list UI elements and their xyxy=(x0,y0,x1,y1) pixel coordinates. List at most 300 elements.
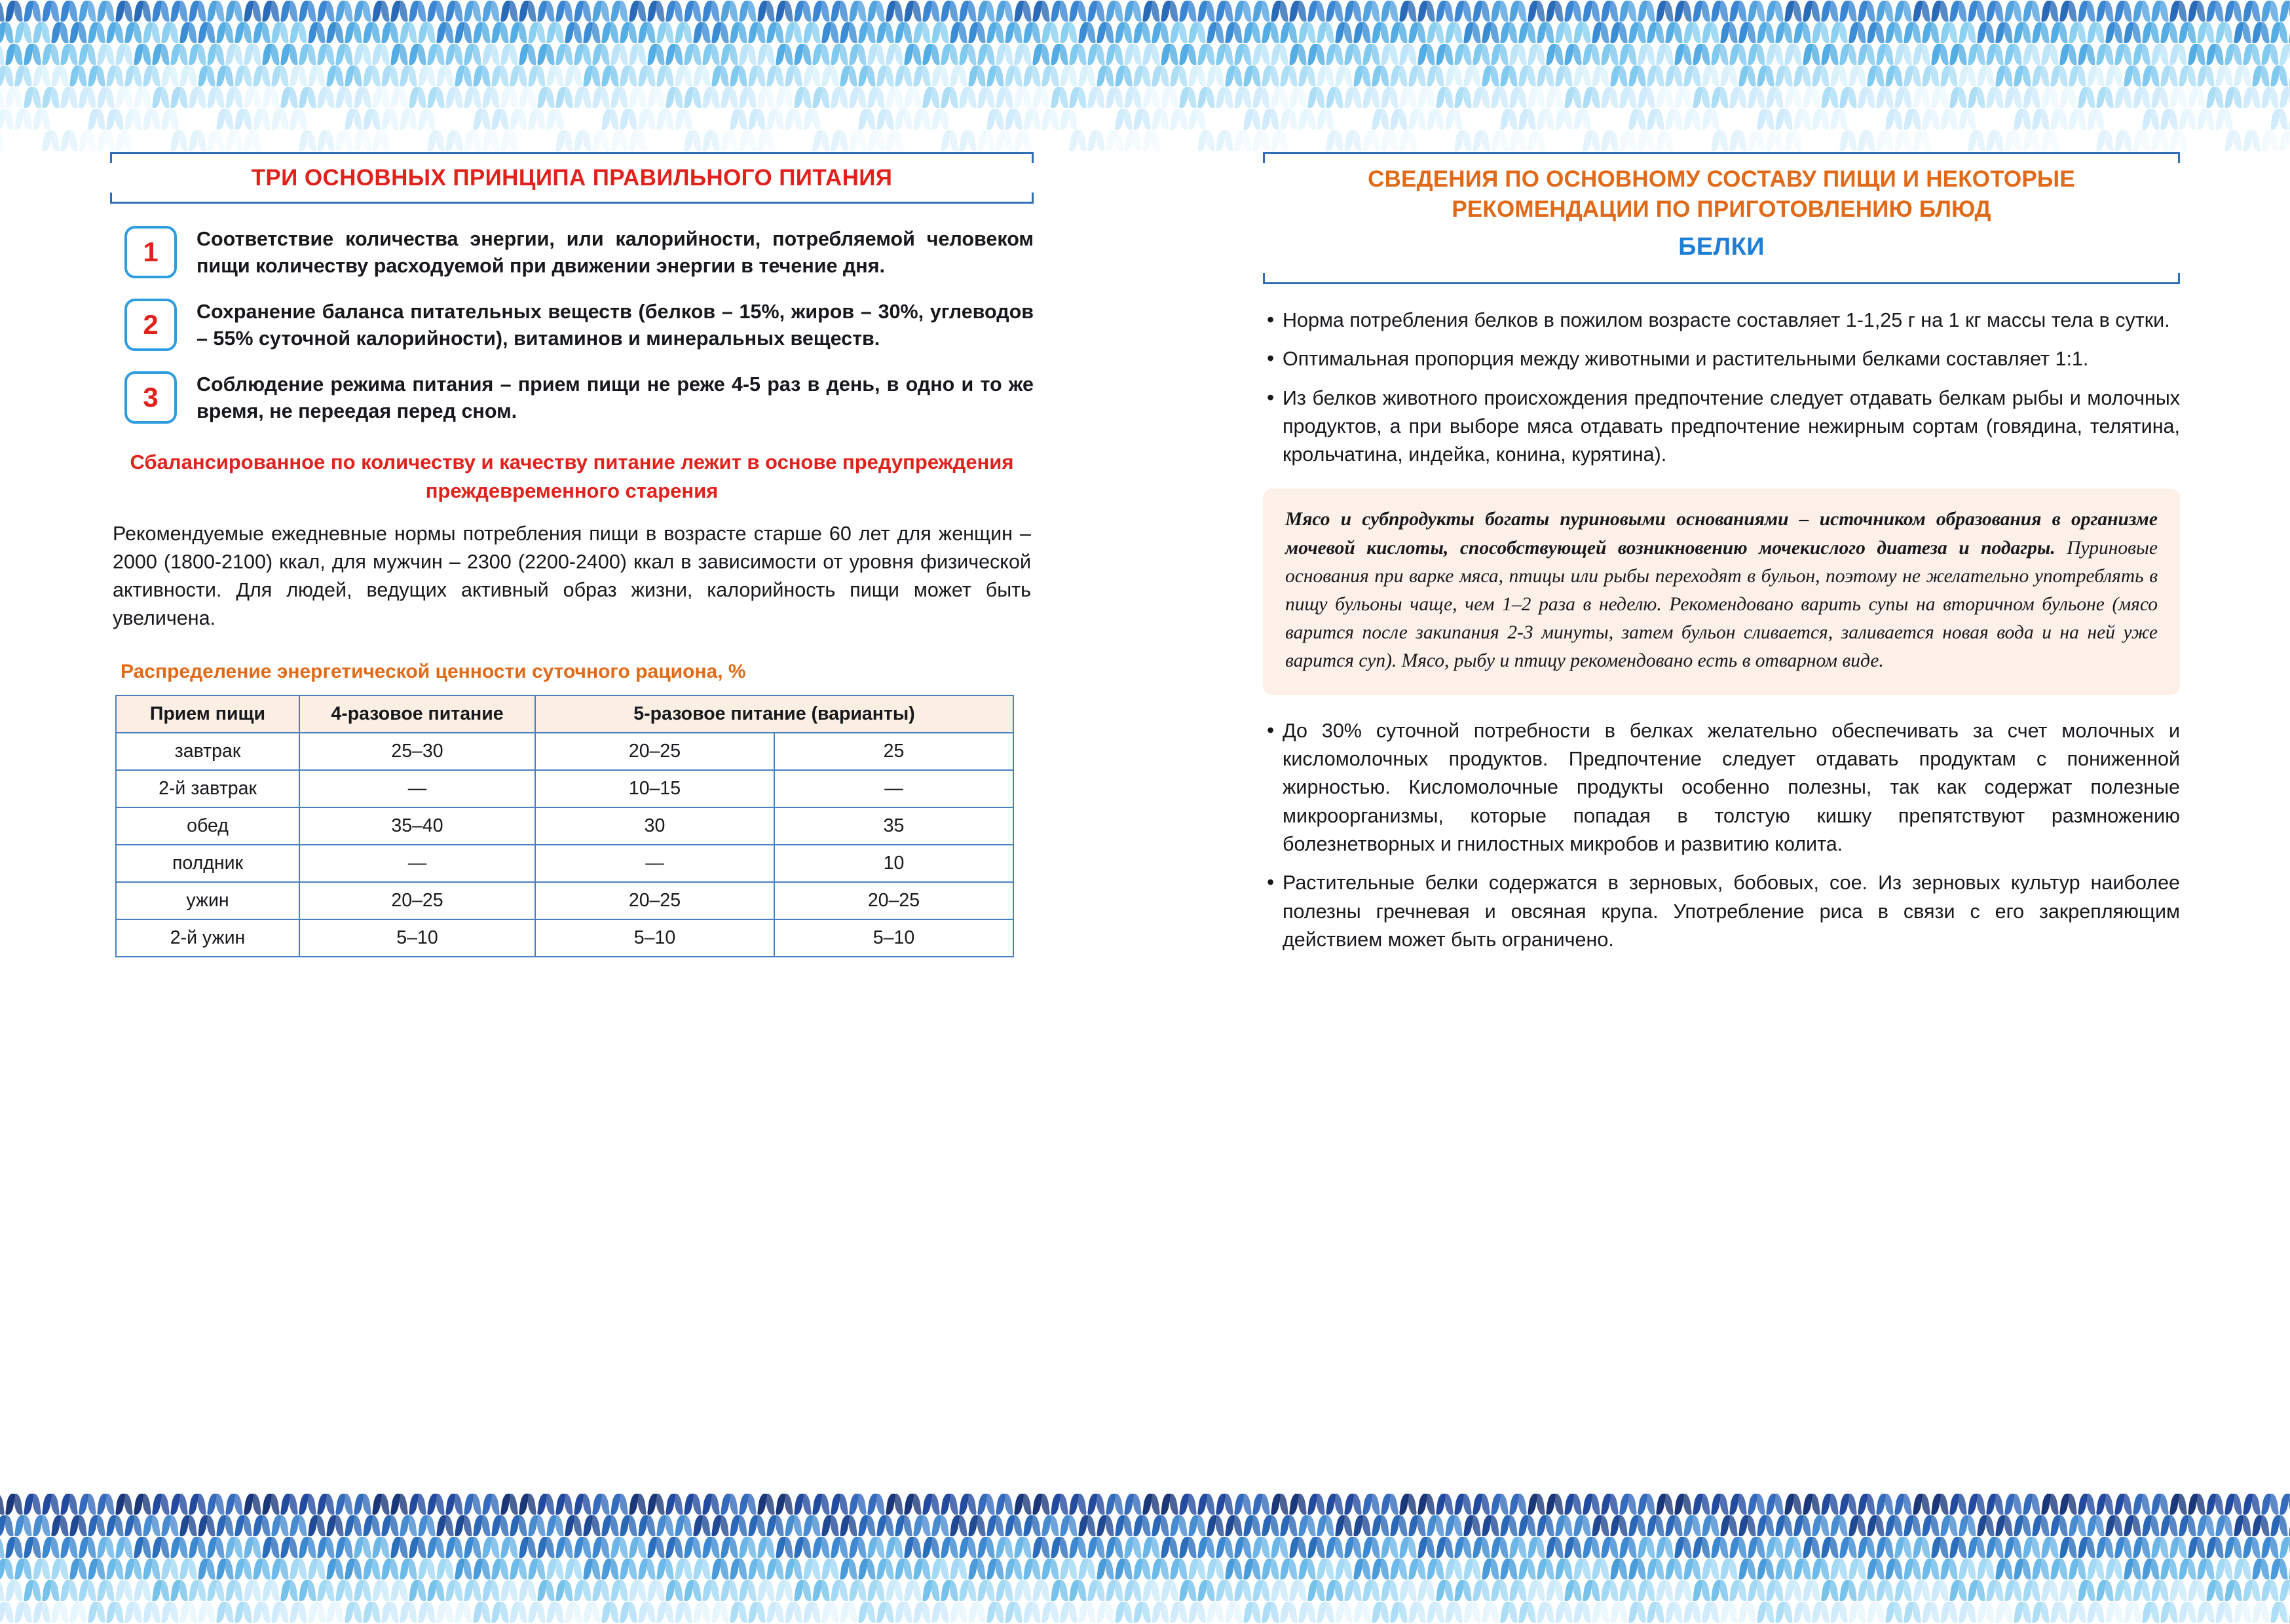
table-row xyxy=(116,770,1013,807)
decorative-knit-band-top xyxy=(0,0,2290,152)
knit-stitch xyxy=(317,1536,335,1559)
knit-stitch xyxy=(583,22,601,44)
knit-stitch xyxy=(1546,130,1564,152)
knit-stitch xyxy=(24,43,42,65)
knit-stitch xyxy=(473,1601,491,1623)
knit-stitch xyxy=(996,86,1014,109)
knit-stitch xyxy=(1408,1558,1427,1580)
knit-stitch xyxy=(1500,22,1518,44)
knit-stitch xyxy=(1619,130,1638,152)
knit-stitch xyxy=(1995,1558,2014,1580)
table-cell: 5–10 xyxy=(774,919,1013,957)
knit-stitch xyxy=(244,0,262,22)
knit-stitch xyxy=(400,1558,418,1580)
knit-stitch xyxy=(1500,65,1518,87)
knit-stitch xyxy=(601,1515,620,1537)
knit-stitch xyxy=(1904,1601,1922,1623)
knit-stitch xyxy=(1656,1536,1674,1559)
knit-stitch xyxy=(785,108,803,130)
knit-stitch xyxy=(24,86,42,109)
knit-stitch xyxy=(840,1558,858,1580)
knit-stitch xyxy=(1445,108,1463,130)
knit-stitch xyxy=(592,1579,610,1602)
knit-stitch xyxy=(280,86,299,109)
knit-stitch xyxy=(1372,65,1390,87)
knit-stitch xyxy=(317,43,335,65)
knit-stitch xyxy=(1628,1515,1647,1537)
knit-stitch xyxy=(345,65,363,87)
knit-stitch xyxy=(1087,1493,1106,1515)
knit-stitch xyxy=(1546,1536,1564,1559)
right-column xyxy=(1263,152,2180,965)
knit-stitch xyxy=(1839,86,1858,109)
knit-stitch xyxy=(1106,1536,1124,1559)
knit-stitch xyxy=(794,130,812,152)
knit-stitch xyxy=(519,86,537,109)
knit-stitch xyxy=(464,43,482,65)
knit-stitch xyxy=(2243,43,2261,65)
knit-stitch xyxy=(2133,1536,2151,1559)
knit-stitch xyxy=(170,86,189,109)
knit-stitch xyxy=(1262,22,1280,44)
knit-stitch xyxy=(24,1536,42,1559)
knit-stitch xyxy=(1720,65,1738,87)
knit-stitch xyxy=(1830,65,1849,87)
knit-stitch xyxy=(2041,1536,2059,1559)
knit-stitch xyxy=(996,130,1014,152)
knit-stitch xyxy=(60,86,79,109)
knit-stitch xyxy=(225,1579,244,1602)
knit-stitch xyxy=(390,43,409,65)
knit-stitch xyxy=(1564,1493,1583,1515)
knit-stitch xyxy=(2142,22,2160,44)
knit-stitch xyxy=(115,0,134,22)
knit-stitch xyxy=(757,86,776,109)
knit-stitch xyxy=(2032,65,2050,87)
knit-stitch xyxy=(1693,1493,1711,1515)
knit-stitch xyxy=(2261,1579,2280,1602)
knit-stitch xyxy=(794,86,812,109)
knit-stitch xyxy=(1904,108,1922,130)
knit-stitch xyxy=(1931,1493,1949,1515)
knit-stitch xyxy=(482,130,500,152)
knit-stitch xyxy=(381,108,400,130)
knit-stitch xyxy=(79,1493,97,1515)
knit-stitch xyxy=(2261,43,2280,65)
knit-stitch xyxy=(1959,1515,1977,1537)
knit-stitch xyxy=(2023,0,2041,22)
knit-stitch xyxy=(1638,43,1656,65)
knit-stitch xyxy=(776,130,794,152)
knit-stitch xyxy=(2215,22,2234,44)
knit-stitch xyxy=(739,43,757,65)
knit-stitch xyxy=(271,108,290,130)
knit-stitch xyxy=(1482,108,1500,130)
knit-stitch xyxy=(959,86,977,109)
knit-stitch xyxy=(1949,0,1968,22)
knit-stitch xyxy=(2188,43,2206,65)
knit-stitch xyxy=(1197,1493,1216,1515)
knit-stitch xyxy=(601,108,620,130)
knit-stitch xyxy=(1885,1601,1904,1623)
knit-stitch xyxy=(821,65,840,87)
knit-stitch xyxy=(1298,108,1317,130)
knit-stitch xyxy=(721,1579,739,1602)
knit-stitch xyxy=(464,0,482,22)
knit-stitch xyxy=(2179,1558,2197,1580)
knit-stitch xyxy=(1463,1601,1482,1623)
knit-stitch xyxy=(776,43,794,65)
knit-stitch xyxy=(1638,1493,1656,1515)
knit-stitch xyxy=(106,22,124,44)
knit-stitch xyxy=(1445,1601,1463,1623)
knit-stitch xyxy=(1390,108,1408,130)
table-cell: — xyxy=(774,770,1013,807)
knit-stitch xyxy=(491,1601,510,1623)
knit-stitch xyxy=(179,1601,198,1623)
knit-stitch xyxy=(858,65,876,87)
principle-item xyxy=(110,296,1034,353)
knit-stitch xyxy=(1326,43,1344,65)
knit-stitch xyxy=(335,43,354,65)
knit-stitch xyxy=(528,1558,546,1580)
knit-stitch xyxy=(812,1493,831,1515)
knit-stitch xyxy=(2096,0,2114,22)
knit-stitch xyxy=(1674,1493,1693,1515)
knit-stitch xyxy=(2206,43,2224,65)
knit-stitch xyxy=(1628,22,1647,44)
knit-stitch xyxy=(831,86,849,109)
knit-stitch xyxy=(1922,65,1940,87)
knit-stitch xyxy=(69,1515,88,1537)
knit-stitch xyxy=(1528,130,1546,152)
knit-stitch xyxy=(1601,1493,1619,1515)
knit-stitch xyxy=(51,1515,69,1537)
knit-stitch xyxy=(895,1558,913,1580)
knit-stitch xyxy=(1372,22,1390,44)
knit-stitch xyxy=(189,1579,207,1602)
knit-stitch xyxy=(2160,22,2179,44)
knit-stitch xyxy=(1161,0,1179,22)
knit-stitch xyxy=(1372,1558,1390,1580)
knit-stitch xyxy=(1317,1515,1335,1537)
knit-stitch xyxy=(1931,130,1949,152)
knit-stitch xyxy=(831,1493,849,1515)
knit-stitch xyxy=(198,22,216,44)
knit-stitch xyxy=(941,86,959,109)
knit-stitch xyxy=(1528,1536,1546,1559)
knit-stitch xyxy=(2206,0,2224,22)
knit-stitch xyxy=(1592,1558,1610,1580)
protein-bullets-bottom xyxy=(1263,717,2180,954)
knit-stitch xyxy=(785,22,803,44)
knit-stitch xyxy=(1152,108,1170,130)
knit-stitch xyxy=(996,1493,1014,1515)
knit-stitch xyxy=(262,1493,280,1515)
knit-stitch xyxy=(427,1579,445,1602)
knit-stitch xyxy=(1417,1493,1436,1515)
knit-stitch xyxy=(702,43,721,65)
knit-stitch xyxy=(308,1515,326,1537)
knit-stitch xyxy=(1904,1515,1922,1537)
knit-stitch xyxy=(1830,108,1849,130)
knit-stitch xyxy=(739,1579,757,1602)
knit-stitch xyxy=(88,22,106,44)
knit-stitch xyxy=(2069,108,2087,130)
knit-stitch xyxy=(1207,1515,1225,1537)
knit-stitch xyxy=(1225,22,1243,44)
knit-stitch xyxy=(1940,22,1959,44)
knit-stitch xyxy=(1032,130,1051,152)
knit-row xyxy=(0,1536,2290,1559)
knit-stitch xyxy=(2243,1579,2261,1602)
knit-stitch xyxy=(1427,1515,1445,1537)
knit-stitch xyxy=(959,1493,977,1515)
list-item: • Норма потребления белков в пожилом возрасте составляет 1-1,25 г на 1 кг массы тела в сутки. xyxy=(1263,306,2180,335)
knit-stitch xyxy=(418,108,436,130)
knit-stitch xyxy=(1693,43,1711,65)
knit-stitch xyxy=(1812,65,1830,87)
knit-stitch xyxy=(1949,1493,1968,1515)
knit-stitch xyxy=(473,65,491,87)
knit-stitch xyxy=(1124,1493,1142,1515)
knit-stitch xyxy=(1683,22,1702,44)
knit-stitch xyxy=(1344,1536,1362,1559)
knit-stitch xyxy=(1307,0,1326,22)
knit-stitch xyxy=(1417,0,1436,22)
knit-stitch xyxy=(1940,1601,1959,1623)
knit-stitch xyxy=(821,108,840,130)
knit-stitch xyxy=(1803,43,1821,65)
knit-stitch xyxy=(280,1579,299,1602)
knit-stitch xyxy=(143,1558,161,1580)
knit-stitch xyxy=(2096,86,2114,109)
knit-stitch xyxy=(1408,108,1427,130)
knit-stitch xyxy=(2197,1558,2215,1580)
knit-stitch xyxy=(1748,43,1766,65)
knit-stitch xyxy=(1390,1601,1408,1623)
knit-stitch xyxy=(647,1536,666,1559)
knit-stitch xyxy=(0,22,14,44)
knit-stitch xyxy=(1051,130,1069,152)
principle-number-badge: 1 xyxy=(124,226,177,278)
knit-stitch xyxy=(1060,1558,1078,1580)
knit-stitch xyxy=(1968,1579,1986,1602)
knit-stitch xyxy=(1647,108,1665,130)
knit-stitch xyxy=(372,130,390,152)
left-paragraph: Рекомендуемые ежедневные нормы потребления пищи в возрасте старше 60 лет для женщин – 2000 (1800-2100) ккал, для мужчин – 2300 (2200-2400) ккал в зависимости от уровня физической активности. Для людей, ведущих активный образ жизни, калорийность пищи может быть увеличена. xyxy=(113,522,1031,630)
knit-stitch xyxy=(904,1493,922,1515)
knit-stitch xyxy=(317,0,335,22)
knit-stitch xyxy=(666,1536,684,1559)
knit-stitch xyxy=(124,1601,143,1623)
table-cell: 20–25 xyxy=(299,882,535,919)
knit-stitch xyxy=(2215,1558,2234,1580)
table-row xyxy=(116,807,1013,845)
knit-stitch xyxy=(5,1536,24,1559)
knit-stitch xyxy=(656,1601,675,1623)
knit-stitch xyxy=(455,108,473,130)
knit-stitch xyxy=(33,1515,51,1537)
knit-stitch xyxy=(262,1579,280,1602)
knit-stitch xyxy=(1830,1601,1849,1623)
knit-stitch xyxy=(721,0,739,22)
knit-stitch xyxy=(1784,43,1803,65)
knit-stitch xyxy=(115,1579,134,1602)
knit-stitch xyxy=(1959,1601,1977,1623)
knit-stitch xyxy=(335,86,354,109)
knit-stitch xyxy=(390,1493,409,1515)
knit-stitch xyxy=(1940,1558,1959,1580)
knit-row xyxy=(0,130,2290,152)
knit-stitch xyxy=(2105,1601,2124,1623)
knit-stitch xyxy=(711,1515,730,1537)
knit-stitch xyxy=(656,65,675,87)
knit-stitch xyxy=(1188,1601,1207,1623)
knit-stitch xyxy=(1032,1493,1051,1515)
knit-stitch xyxy=(280,1493,299,1515)
knit-stitch xyxy=(592,0,610,22)
knit-stitch xyxy=(235,65,253,87)
knit-stitch xyxy=(1583,1493,1601,1515)
list-item: • До 30% суточной потребности в белках желательно обеспечивать за счет молочных и кисломолочных продуктов. Предпочтение следует отдавать продуктам с пониженной жирностью. Кисломолочные продукты особенно полезны, так как содержат полезные микроорганизмы, которые попадая в толстую кишку препятствуют размножению болезнетворных и гнилостных микробов и развитию колита. xyxy=(1263,717,2180,858)
knit-stitch xyxy=(1372,1515,1390,1537)
knit-stitch xyxy=(2124,1558,2142,1580)
knit-stitch xyxy=(1014,43,1032,65)
list-item: • Оптимальная пропорция между животными и растительными белками составляет 1:1. xyxy=(1263,345,2180,373)
knit-stitch xyxy=(33,65,51,87)
knit-stitch xyxy=(1885,108,1904,130)
knit-stitch xyxy=(565,1515,583,1537)
knit-stitch xyxy=(2206,86,2224,109)
knit-stitch xyxy=(491,1515,510,1537)
knit-stitch xyxy=(1317,1558,1335,1580)
knit-stitch xyxy=(647,0,666,22)
knit-stitch xyxy=(812,0,831,22)
note-text-rest: Пуриновые основания при варке мяса, птицы или рыбы переходят в бульон, поэтому не желательно употреблять в пищу бульоны чаще, чем 1–2 раза в неделю. Рекомендовано варить супы на вторичном бульоне (мясо варится после закипания 2-3 минуты, затем бульон сливается, заливается новая вода и на ней уже варится суп). Мясо, рыбу и птицу рекомендовано есть в отварном виде. xyxy=(1285,537,2158,671)
table-cell: 25–30 xyxy=(299,733,535,770)
knit-stitch xyxy=(922,86,941,109)
table-header-cell: Прием пищи xyxy=(116,695,299,733)
knit-stitch xyxy=(1904,22,1922,44)
knit-stitch xyxy=(583,1515,601,1537)
knit-stitch xyxy=(134,1493,152,1515)
knit-stitch xyxy=(2234,108,2252,130)
knit-stitch xyxy=(1793,65,1812,87)
knit-stitch xyxy=(1537,1558,1555,1580)
knit-stitch xyxy=(629,1493,647,1515)
knit-stitch xyxy=(1454,0,1473,22)
knit-stitch xyxy=(1399,1536,1417,1559)
knit-stitch xyxy=(280,130,299,152)
knit-row xyxy=(0,1579,2290,1602)
knit-stitch xyxy=(326,1601,345,1623)
knit-stitch xyxy=(1711,86,1729,109)
knit-stitch xyxy=(1271,130,1289,152)
knit-stitch xyxy=(1399,86,1417,109)
knit-stitch xyxy=(445,0,464,22)
knit-stitch xyxy=(1683,1515,1702,1537)
knit-stitch xyxy=(1628,108,1647,130)
knit-stitch xyxy=(1436,0,1454,22)
knit-stitch xyxy=(1473,130,1491,152)
knit-stitch xyxy=(1014,130,1032,152)
knit-stitch xyxy=(1959,22,1977,44)
knit-stitch xyxy=(748,1515,766,1537)
knit-stitch xyxy=(2224,130,2243,152)
knit-stitch xyxy=(317,86,335,109)
knit-stitch xyxy=(0,43,5,65)
knit-stitch xyxy=(2114,0,2133,22)
knit-stitch xyxy=(1152,1601,1170,1623)
knit-stitch xyxy=(1528,1493,1546,1515)
knit-stitch xyxy=(1344,43,1362,65)
knit-stitch xyxy=(1876,1579,1894,1602)
knit-stitch xyxy=(904,1536,922,1559)
knit-stitch xyxy=(1509,43,1528,65)
knit-stitch xyxy=(24,1579,42,1602)
knit-stitch xyxy=(555,86,574,109)
knit-stitch xyxy=(1509,0,1528,22)
knit-stitch xyxy=(730,1515,748,1537)
knit-stitch xyxy=(1839,0,1858,22)
knit-stitch xyxy=(97,43,115,65)
knit-stitch xyxy=(235,108,253,130)
knit-stitch xyxy=(555,130,574,152)
knit-stitch xyxy=(115,1536,134,1559)
knit-stitch xyxy=(546,1601,565,1623)
knit-stitch xyxy=(629,130,647,152)
knit-stitch xyxy=(1179,130,1197,152)
knit-stitch xyxy=(326,108,345,130)
knit-stitch xyxy=(1738,108,1757,130)
knit-stitch xyxy=(2069,22,2087,44)
knit-stitch xyxy=(170,130,189,152)
knit-stitch xyxy=(225,43,244,65)
knit-stitch xyxy=(574,43,592,65)
knit-stitch xyxy=(555,1579,574,1602)
knit-stitch xyxy=(363,22,381,44)
knit-stitch xyxy=(1922,1515,1940,1537)
knit-stitch xyxy=(354,1493,372,1515)
knit-stitch xyxy=(436,65,455,87)
knit-stitch xyxy=(1087,130,1106,152)
knit-stitch xyxy=(1500,1558,1518,1580)
knit-stitch xyxy=(1161,1579,1179,1602)
knit-stitch xyxy=(574,0,592,22)
knit-stitch xyxy=(821,1515,840,1537)
knit-stitch xyxy=(1032,1579,1051,1602)
knit-stitch xyxy=(1968,0,1986,22)
knit-stitch xyxy=(721,130,739,152)
knit-stitch xyxy=(1977,1601,1995,1623)
note-text xyxy=(1285,506,2158,674)
knit-stitch xyxy=(1307,1493,1326,1515)
knit-stitch xyxy=(1106,0,1124,22)
knit-stitch xyxy=(326,1515,345,1537)
knit-stitch xyxy=(161,1558,179,1580)
knit-stitch xyxy=(124,1558,143,1580)
knit-stitch xyxy=(1775,22,1793,44)
principle-text: Соответствие количества энергии, или калорийности, потребляемой человеком пищи количеству расходуемой при движении энергии в течение дня. xyxy=(197,227,1034,278)
knit-stitch xyxy=(565,1558,583,1580)
knit-stitch xyxy=(1656,43,1674,65)
knit-stitch xyxy=(1775,108,1793,130)
knit-stitch xyxy=(647,86,666,109)
knit-stitch xyxy=(1702,1601,1720,1623)
knit-stitch xyxy=(1922,108,1940,130)
knit-stitch xyxy=(1821,43,1839,65)
